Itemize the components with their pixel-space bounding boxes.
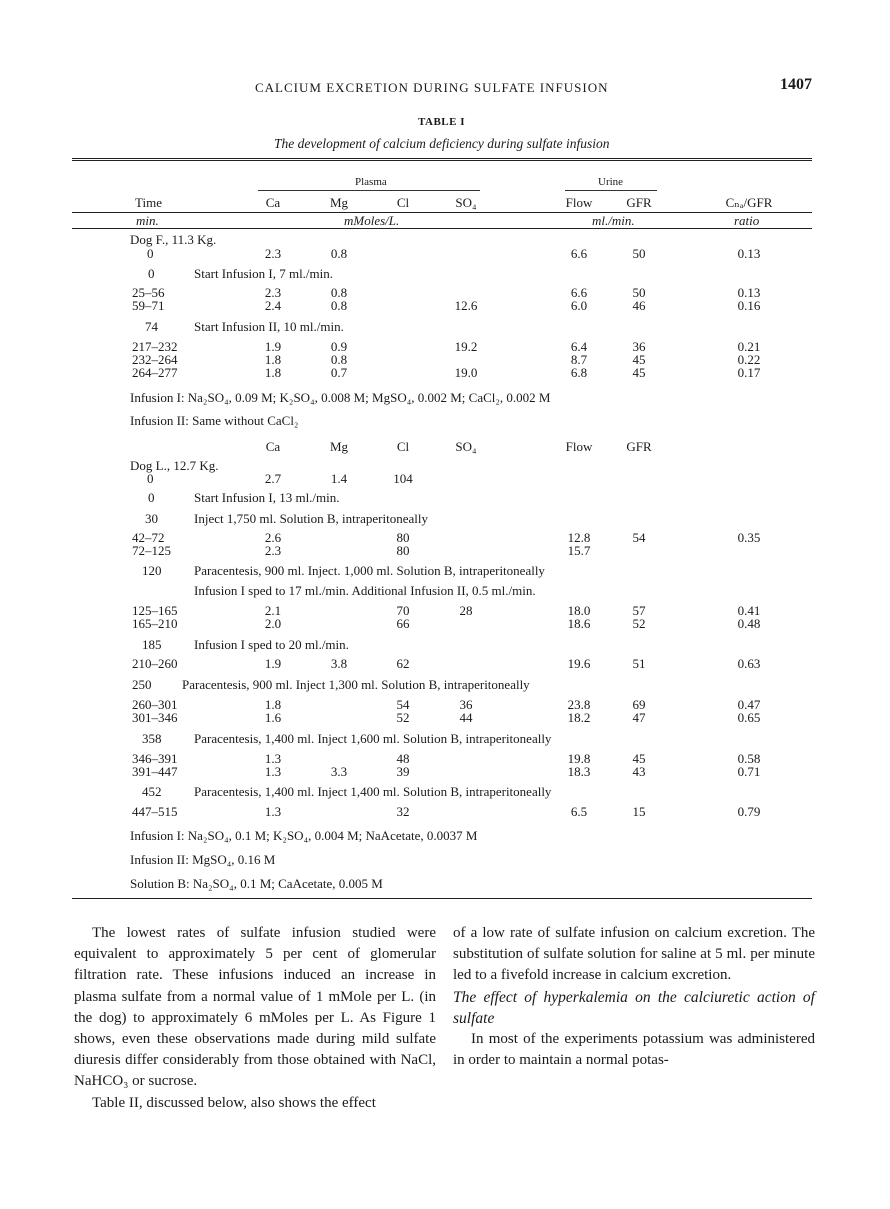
col-cl: Cl bbox=[396, 439, 410, 454]
table-caption: The development of calcium deficiency during sulfate infusion bbox=[274, 136, 610, 151]
cell-ratio: 0.21 bbox=[737, 339, 761, 354]
col-cl: Cl bbox=[396, 195, 410, 210]
event-text: Paracentesis, 1,400 ml. Inject 1,400 ml. Solution B, intraperitoneally bbox=[194, 784, 552, 799]
cell-time: 72–125 bbox=[132, 543, 171, 558]
col-gfr: GFR bbox=[626, 195, 652, 210]
cell-ca: 2.0 bbox=[264, 616, 282, 631]
event-text: Paracentesis, 1,400 ml. Inject 1,600 ml. Solution B, intraperitoneally bbox=[194, 731, 552, 746]
table-row bbox=[0, 805, 890, 819]
table-row bbox=[0, 544, 890, 558]
cell-mg: 3.8 bbox=[330, 656, 348, 671]
cell-gfr: 45 bbox=[632, 352, 646, 367]
cell-gfr: 47 bbox=[632, 710, 646, 725]
table-row bbox=[0, 765, 890, 779]
cell-time: 260–301 bbox=[132, 697, 178, 712]
cell-ratio: 0.63 bbox=[737, 656, 761, 671]
running-title: CALCIUM EXCRETION DURING SULFATE INFUSION bbox=[255, 80, 609, 95]
cell-gfr: 36 bbox=[632, 339, 646, 354]
cell-ca: 1.9 bbox=[264, 339, 282, 354]
cell-ca: 1.3 bbox=[264, 804, 282, 819]
urine-span-rule bbox=[565, 190, 657, 191]
cell-cl: 48 bbox=[396, 751, 410, 766]
group-plasma: Plasma bbox=[355, 176, 387, 188]
cell-ca: 1.3 bbox=[264, 751, 282, 766]
col-ca: Ca bbox=[265, 439, 281, 454]
dog-l-note-solution-b: Solution B: Na₂SO₄, 0.1 M; CaAcetate, 0.005 M bbox=[130, 876, 383, 891]
cell-ratio: 0.22 bbox=[737, 352, 761, 367]
event-row bbox=[0, 638, 890, 652]
unit-time: min. bbox=[136, 213, 159, 228]
cell-ca: 2.4 bbox=[264, 298, 282, 313]
cell-ratio: 0.65 bbox=[737, 710, 761, 725]
cell-mg: 0.8 bbox=[330, 285, 348, 300]
section-heading: The effect of hyperkalemia on the calciuretic action of sulfate bbox=[453, 988, 815, 1027]
cell-cl: 62 bbox=[396, 656, 410, 671]
cell-gfr: 54 bbox=[632, 530, 646, 545]
cell-so4: 19.2 bbox=[454, 339, 478, 354]
cell-time: 217–232 bbox=[132, 339, 178, 354]
cell-gfr: 69 bbox=[632, 697, 646, 712]
cell-time: 59–71 bbox=[132, 298, 165, 313]
cell-so4: 36 bbox=[459, 697, 473, 712]
cell-flow: 6.8 bbox=[570, 365, 588, 380]
cell-time: 0 bbox=[147, 471, 154, 486]
col-mg: Mg bbox=[329, 195, 349, 210]
cell-so4: 12.6 bbox=[454, 298, 478, 313]
cell-ca: 1.3 bbox=[264, 764, 282, 779]
cell-ca: 1.8 bbox=[264, 697, 282, 712]
cell-mg: 1.4 bbox=[330, 471, 348, 486]
event-row bbox=[0, 564, 890, 578]
col-so4: SO₄ bbox=[455, 195, 477, 210]
cell-ca: 2.3 bbox=[264, 285, 282, 300]
table-row bbox=[0, 711, 890, 725]
cell-mg: 3.3 bbox=[330, 764, 348, 779]
cell-time: 42–72 bbox=[132, 530, 165, 545]
cell-cl: 54 bbox=[396, 697, 410, 712]
unit-urine: ml./min. bbox=[592, 213, 635, 228]
col-mg: Mg bbox=[329, 439, 349, 454]
event-row bbox=[0, 267, 890, 281]
dog-l-title: Dog L., 12.7 Kg. bbox=[130, 458, 219, 473]
paragraph: The lowest rates of sulfate infusion studied were equivalent to approximately 5 per cent of glomerular filtration rate. These infusions induced an increase in plasma sulfate from a normal value of 1 mMole per L. (in the dog) to approximately 6 mMoles per L. As Figure 1 shows, even these observations made during mild sulfate diuresis differ considerably from those obtained with NaCl, NaHCO₃ or sucrose. bbox=[74, 925, 436, 1090]
col-time: Time bbox=[135, 195, 162, 210]
dog-l-note-infusion-2: Infusion II: MgSO₄, 0.16 M bbox=[130, 852, 276, 867]
cell-time: 447–515 bbox=[132, 804, 178, 819]
cell-ratio: 0.13 bbox=[737, 246, 761, 261]
event-text: Inject 1,750 ml. Solution B, intraperitoneally bbox=[194, 511, 428, 526]
table-bottom-rule bbox=[72, 898, 812, 899]
col-so4: SO₄ bbox=[455, 439, 477, 454]
header-rule bbox=[72, 212, 812, 213]
dog-l-note-infusion-1: Infusion I: Na₂SO₄, 0.1 M; K₂SO₄, 0.004 M; NaAcetate, 0.0037 M bbox=[130, 828, 478, 843]
cell-cl: 80 bbox=[396, 543, 410, 558]
cell-flow: 6.0 bbox=[570, 298, 588, 313]
cell-gfr: 52 bbox=[632, 616, 646, 631]
cell-flow: 12.8 bbox=[567, 530, 591, 545]
cell-time: 25–56 bbox=[132, 285, 165, 300]
cell-gfr: 45 bbox=[632, 751, 646, 766]
cell-ca: 1.8 bbox=[264, 352, 282, 367]
cell-ca: 2.3 bbox=[264, 543, 282, 558]
table-label: TABLE I bbox=[418, 116, 466, 128]
cell-ratio: 0.48 bbox=[737, 616, 761, 631]
event-text: Infusion I sped to 17 ml./min. Additional Infusion II, 0.5 ml./min. bbox=[194, 583, 536, 598]
cell-cl: 80 bbox=[396, 530, 410, 545]
event-text: Start Infusion I, 7 ml./min. bbox=[194, 266, 334, 281]
dog-l-subheader-row bbox=[0, 440, 890, 454]
cell-gfr: 50 bbox=[632, 246, 646, 261]
cell-gfr: 50 bbox=[632, 285, 646, 300]
event-text: Paracentesis, 900 ml. Inject. 1,000 ml. Solution B, intraperitoneally bbox=[194, 563, 545, 578]
table-top-rule bbox=[72, 158, 812, 161]
cell-gfr: 45 bbox=[632, 365, 646, 380]
table-row bbox=[0, 617, 890, 631]
cell-ca: 2.1 bbox=[264, 603, 282, 618]
col-ratio: Cₙₐ/GFR bbox=[725, 195, 773, 210]
cell-time: 0 bbox=[148, 490, 155, 505]
paragraph: of a low rate of sulfate infusion on calcium excretion. The substitution of sulfate solution for saline at 5 ml. per minute led to a fivefold increase in calcium excretion. bbox=[453, 925, 815, 984]
cell-ca: 2.6 bbox=[264, 530, 282, 545]
cell-time: 264–277 bbox=[132, 365, 178, 380]
cell-cl: 104 bbox=[393, 471, 413, 486]
cell-ratio: 0.17 bbox=[737, 365, 761, 380]
cell-time: 120 bbox=[142, 563, 162, 578]
cell-ca: 1.8 bbox=[264, 365, 282, 380]
event-row bbox=[0, 491, 890, 505]
col-flow: Flow bbox=[565, 439, 593, 454]
cell-flow: 19.8 bbox=[567, 751, 591, 766]
column-header-row bbox=[0, 196, 890, 210]
event-text: Paracentesis, 900 ml. Inject 1,300 ml. Solution B, intraperitoneally bbox=[182, 677, 530, 692]
cell-ca: 2.7 bbox=[264, 471, 282, 486]
units-row bbox=[0, 214, 890, 228]
dog-f-note-infusion-2: Infusion II: Same without CaCl₂ bbox=[130, 413, 299, 428]
paragraph: Table II, discussed below, also shows the effect bbox=[92, 1094, 376, 1111]
dog-f-note-infusion-1: Infusion I: Na₂SO₄, 0.09 M; K₂SO₄, 0.008 M; MgSO₄, 0.002 M; CaCl₂, 0.002 M bbox=[130, 390, 551, 405]
event-row bbox=[0, 678, 890, 692]
cell-flow: 19.6 bbox=[567, 656, 591, 671]
unit-ratio: ratio bbox=[734, 213, 760, 228]
cell-time: 125–165 bbox=[132, 603, 178, 618]
cell-flow: 15.7 bbox=[567, 543, 591, 558]
cell-ratio: 0.13 bbox=[737, 285, 761, 300]
event-row bbox=[0, 732, 890, 746]
cell-time: 74 bbox=[145, 319, 158, 334]
cell-time: 250 bbox=[132, 677, 152, 692]
cell-ratio: 0.47 bbox=[737, 697, 761, 712]
cell-cl: 52 bbox=[396, 710, 410, 725]
col-gfr: GFR bbox=[626, 439, 652, 454]
cell-ca: 1.9 bbox=[264, 656, 282, 671]
cell-cl: 66 bbox=[396, 616, 410, 631]
cell-time: 165–210 bbox=[132, 616, 178, 631]
cell-time: 346–391 bbox=[132, 751, 178, 766]
event-text: Start Infusion II, 10 ml./min. bbox=[194, 319, 344, 334]
cell-time: 0 bbox=[148, 266, 155, 281]
units-rule bbox=[72, 228, 812, 229]
cell-flow: 6.6 bbox=[570, 285, 588, 300]
cell-flow: 8.7 bbox=[570, 352, 588, 367]
plasma-span-rule bbox=[258, 190, 480, 191]
cell-time: 301–346 bbox=[132, 710, 178, 725]
cell-ratio: 0.71 bbox=[737, 764, 761, 779]
cell-mg: 0.9 bbox=[330, 339, 348, 354]
page-number: 1407 bbox=[780, 76, 812, 93]
cell-cl: 70 bbox=[396, 603, 410, 618]
cell-so4: 19.0 bbox=[454, 365, 478, 380]
cell-ratio: 0.41 bbox=[737, 603, 761, 618]
event-text: Start Infusion I, 13 ml./min. bbox=[194, 490, 340, 505]
cell-flow: 6.5 bbox=[570, 804, 588, 819]
cell-ratio: 0.58 bbox=[737, 751, 761, 766]
event-row bbox=[0, 512, 890, 526]
event-row bbox=[0, 785, 890, 799]
cell-flow: 6.4 bbox=[570, 339, 588, 354]
cell-gfr: 57 bbox=[632, 603, 646, 618]
cell-gfr: 43 bbox=[632, 764, 646, 779]
cell-time: 30 bbox=[145, 511, 158, 526]
cell-ratio: 0.79 bbox=[737, 804, 761, 819]
cell-time: 391–447 bbox=[132, 764, 178, 779]
unit-plasma: mMoles/L. bbox=[344, 213, 400, 228]
cell-cl: 39 bbox=[396, 764, 410, 779]
cell-mg: 0.7 bbox=[330, 365, 348, 380]
event-text: Infusion I sped to 20 ml./min. bbox=[194, 637, 349, 652]
cell-ratio: 0.16 bbox=[737, 298, 761, 313]
cell-time: 452 bbox=[142, 784, 162, 799]
col-flow: Flow bbox=[565, 195, 593, 210]
event-row bbox=[0, 320, 890, 334]
cell-time: 232–264 bbox=[132, 352, 178, 367]
cell-mg: 0.8 bbox=[330, 352, 348, 367]
cell-flow: 23.8 bbox=[567, 697, 591, 712]
cell-ca: 2.3 bbox=[264, 246, 282, 261]
cell-gfr: 51 bbox=[632, 656, 646, 671]
cell-cl: 32 bbox=[396, 804, 410, 819]
event-row bbox=[0, 584, 890, 598]
table-row bbox=[0, 657, 890, 671]
cell-flow: 18.6 bbox=[567, 616, 591, 631]
right-column bbox=[453, 923, 815, 1071]
cell-flow: 18.3 bbox=[567, 764, 591, 779]
cell-mg: 0.8 bbox=[330, 298, 348, 313]
cell-mg: 0.8 bbox=[330, 246, 348, 261]
group-urine: Urine bbox=[598, 176, 624, 188]
cell-ca: 1.6 bbox=[264, 710, 282, 725]
cell-time: 210–260 bbox=[132, 656, 178, 671]
left-column bbox=[74, 923, 436, 1114]
paragraph: In most of the experiments potassium was administered in order to maintain a normal potas- bbox=[453, 1030, 815, 1068]
table-row bbox=[0, 366, 890, 380]
cell-time: 0 bbox=[147, 246, 154, 261]
cell-ratio: 0.35 bbox=[737, 530, 761, 545]
cell-so4: 28 bbox=[459, 603, 473, 618]
cell-flow: 18.0 bbox=[567, 603, 591, 618]
col-ca: Ca bbox=[265, 195, 281, 210]
cell-time: 185 bbox=[142, 637, 162, 652]
cell-so4: 44 bbox=[459, 710, 473, 725]
cell-gfr: 15 bbox=[632, 804, 646, 819]
table-row bbox=[0, 299, 890, 313]
table-row bbox=[0, 247, 890, 261]
cell-time: 358 bbox=[142, 731, 162, 746]
cell-flow: 6.6 bbox=[570, 246, 588, 261]
table-row bbox=[0, 472, 890, 486]
cell-gfr: 46 bbox=[632, 298, 646, 313]
cell-flow: 18.2 bbox=[567, 710, 591, 725]
dog-f-title: Dog F., 11.3 Kg. bbox=[130, 232, 217, 247]
